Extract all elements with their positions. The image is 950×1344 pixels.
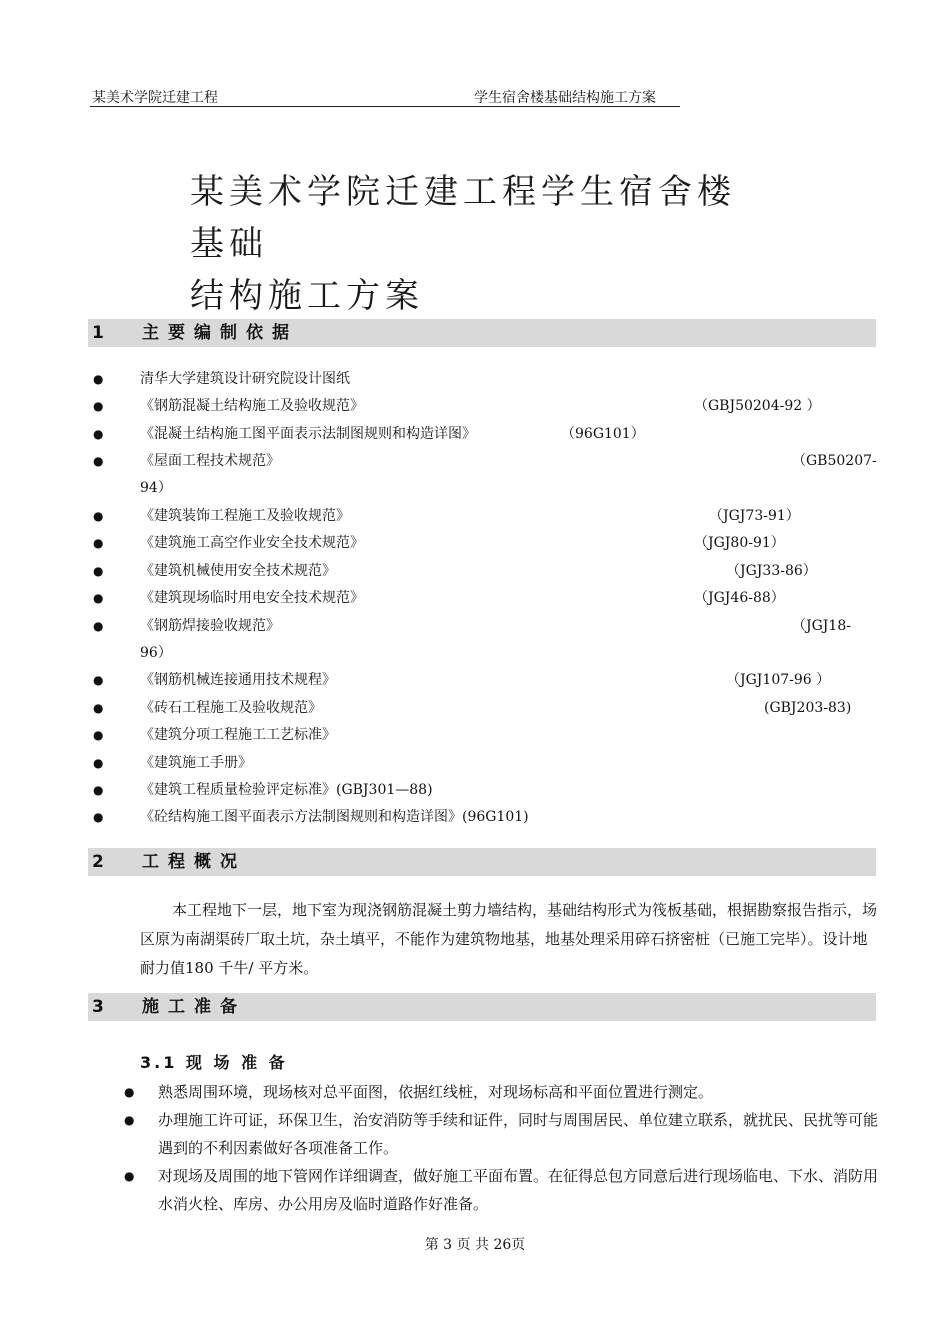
reference-name: 《建筑装饰工程施工及验收规范》: [140, 507, 350, 524]
list-item: [88, 530, 878, 557]
list-item: [120, 1162, 890, 1218]
header-rule: [90, 106, 680, 107]
reference-name: 《建筑施工高空作业安全技术规范》: [140, 535, 364, 552]
list-item: [88, 613, 878, 668]
section-heading-3: [88, 993, 876, 1021]
reference-name: 《屋面工程技术规范》: [140, 453, 280, 470]
list-item: [88, 667, 878, 694]
reference-name: 《建筑现场临时用电安全技术规范》: [140, 590, 364, 607]
reference-code: (GBJ203-83): [764, 699, 852, 716]
bullet-dot-icon: ●: [93, 372, 104, 386]
header-left: 某美术学院迁建工程: [92, 90, 218, 106]
list-item: [88, 750, 878, 777]
section-title: 主要编制依据: [142, 323, 298, 343]
reference-name: 《砖石工程施工及验收规范》: [140, 699, 322, 716]
section-number: 2: [92, 852, 104, 872]
reference-name: 《钢筋混凝土结构施工及验收规范》: [140, 398, 364, 415]
reference-code: （JGJ80-91）: [694, 535, 785, 552]
title-line-2: 结构施工方案: [190, 276, 424, 316]
reference-code-wrap: 96）: [140, 644, 172, 661]
reference-code: （GBJ50204-92 ）: [694, 398, 821, 415]
list-item: [88, 366, 878, 393]
list-item: [120, 1106, 890, 1162]
prep-text: 办理施工许可证，环保卫生，治安消防等手续和证件，同时与周围居民、单位建立联系，就扰民、民扰等可能遇到的不利因素做好各项准备工作。: [158, 1111, 879, 1157]
subsection-heading: [140, 1052, 288, 1074]
subsection-number: 3.1: [140, 1053, 178, 1072]
bullet-dot-icon: ●: [93, 673, 104, 688]
prep-text: 熟悉周围环境，现场核对总平面图，依据红线桩，对现场标高和平面位置进行测定。: [158, 1083, 714, 1101]
section-heading-2: [88, 848, 876, 876]
overview-paragraph: [140, 896, 878, 983]
bullet-dot-icon: ●: [93, 454, 104, 469]
reference-name: 《建筑工程质量检验评定标准》(GBJ301—88): [140, 781, 433, 798]
section-title: 施工准备: [142, 997, 246, 1017]
title-line-1: 某美术学院迁建工程学生宿舍楼基础: [190, 172, 736, 264]
list-item: [88, 804, 878, 831]
bullet-dot-icon: ●: [93, 536, 104, 551]
list-item: [88, 585, 878, 612]
bullet-dot-icon: ●: [93, 399, 104, 414]
bullet-dot-icon: ●: [124, 1085, 135, 1099]
reference-code: （JGJ18-: [792, 617, 851, 634]
overview-text: 本工程地下一层，地下室为现浇钢筋混凝土剪力墙结构，基础结构形式为筏板基础，根据勘察报告指示，场区原为南湖渠砖厂取土坑，杂土填平，不能作为建筑物地基，地基处理采用碎石挤密桩（已施工完毕）。设计地耐力值180 千牛/ 平方米。: [140, 901, 878, 977]
reference-code: （JGJ73-91）: [709, 507, 800, 524]
bullet-dot-icon: ●: [93, 782, 104, 797]
reference-code: （JGJ107-96 ）: [726, 672, 831, 689]
list-item: [88, 448, 878, 503]
reference-code: （GB50207-: [792, 453, 877, 470]
reference-code: （JGJ33-86）: [726, 562, 817, 579]
section-number: 3: [92, 997, 104, 1017]
header-right: 学生宿舍楼基础结构施工方案: [474, 90, 656, 106]
reference-name: 《建筑机械使用安全技术规范》: [140, 562, 336, 579]
site-prep-list: [120, 1078, 890, 1218]
bullet-dot-icon: ●: [124, 1113, 135, 1127]
bullet-dot-icon: ●: [93, 810, 104, 825]
reference-list: [88, 366, 878, 832]
list-item: [88, 695, 878, 722]
reference-name: 《钢筋焊接验收规范》: [140, 617, 280, 634]
reference-code: （96G101）: [561, 425, 645, 442]
list-item: [88, 722, 878, 749]
section-heading-1: [88, 319, 876, 347]
list-item: [120, 1078, 890, 1106]
reference-name: 《砼结构施工图平面表示方法制图规则和构造详图》(96G101): [140, 809, 529, 826]
bullet-dot-icon: ●: [93, 508, 104, 523]
bullet-dot-icon: ●: [93, 563, 104, 578]
list-item: [88, 777, 878, 804]
bullet-dot-icon: ●: [93, 618, 104, 633]
reference-name: 《钢筋机械连接通用技术规程》: [140, 672, 336, 689]
reference-name: 《建筑分项工程施工工艺标准》: [140, 727, 336, 744]
bullet-dot-icon: ●: [93, 591, 104, 606]
reference-name: 《混凝土结构施工图平面表示法制图规则和构造详图》: [140, 425, 476, 442]
bullet-dot-icon: ●: [93, 728, 104, 743]
list-item: [88, 503, 878, 530]
list-item: [88, 421, 878, 448]
bullet-dot-icon: ●: [124, 1169, 135, 1183]
list-item: [88, 393, 878, 420]
subsection-title: 现 场 准 备: [185, 1053, 288, 1072]
page-footer: 第 3 页 共 26页: [424, 1237, 526, 1253]
prep-text: 对现场及周围的地下管网作详细调查，做好施工平面布置。在征得总包方同意后进行现场临电、下水、消防用水消火栓、库房、办公用房及临时道路作好准备。: [158, 1167, 879, 1213]
reference-code: （JGJ46-88）: [694, 590, 785, 607]
reference-name: 清华大学建筑设计研究院设计图纸: [140, 371, 350, 387]
bullet-dot-icon: ●: [93, 755, 104, 770]
list-item: [88, 558, 878, 585]
reference-name: 《建筑施工手册》: [140, 754, 252, 771]
document-title: [190, 166, 750, 322]
reference-code-wrap: 94）: [140, 480, 172, 497]
bullet-dot-icon: ●: [93, 426, 104, 441]
section-title: 工程概况: [142, 852, 246, 872]
bullet-dot-icon: ●: [93, 700, 104, 715]
section-number: 1: [92, 323, 104, 343]
